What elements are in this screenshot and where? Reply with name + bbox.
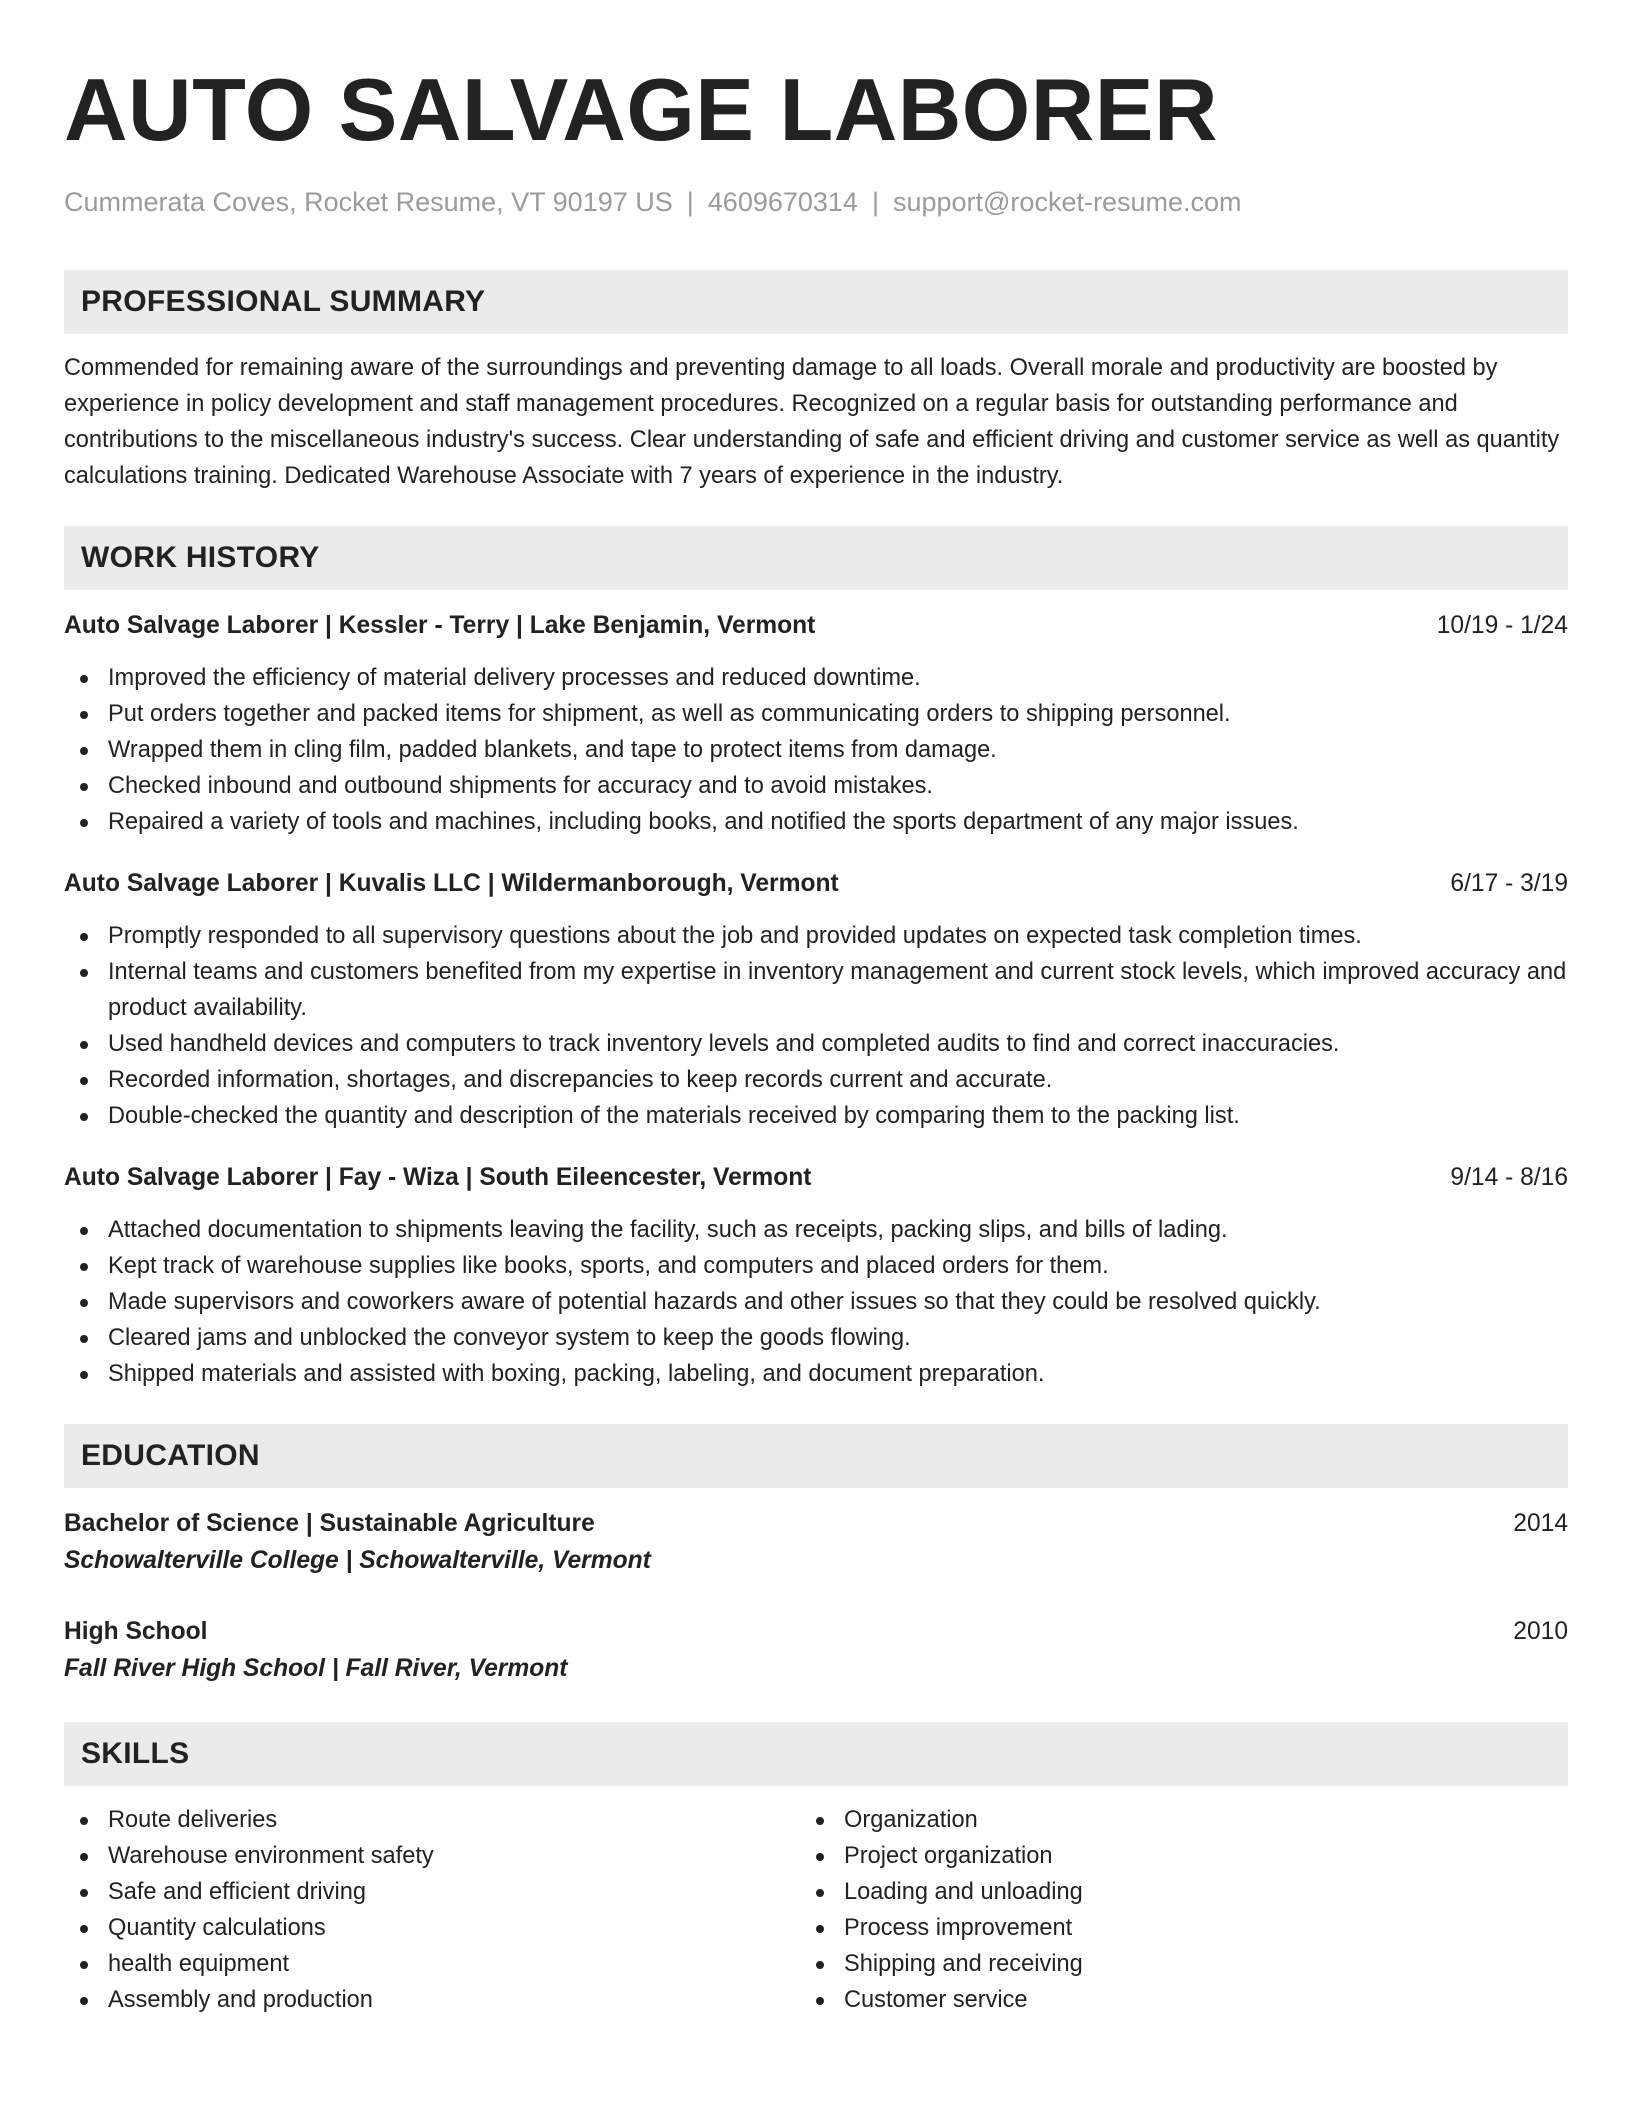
job-bullet: Recorded information, shortages, and discrepancies to keep records current and accurate. (64, 1062, 1568, 1098)
job-entry (64, 608, 1568, 840)
job-bullet: Used handheld devices and computers to track inventory levels and completed audits to find and correct inaccuracies. (64, 1026, 1568, 1062)
job-bullet: Shipped materials and assisted with boxing, packing, labeling, and document preparation. (64, 1356, 1568, 1392)
contact-separator: | (871, 187, 879, 217)
job-entry (64, 1160, 1568, 1392)
job-bullet: Attached documentation to shipments leaving the facility, such as receipts, packing slips, and bills of lading. (64, 1212, 1568, 1248)
job-bullet: Double-checked the quantity and description of the materials received by comparing them to the packing list. (64, 1098, 1568, 1134)
education-school: Schowalterville College | Schowalterville, Vermont (64, 1547, 651, 1574)
skill-item: Shipping and receiving (800, 1946, 1568, 1982)
job-dates: 9/14 - 8/16 (1450, 1164, 1568, 1191)
education-year: 2014 (1513, 1510, 1568, 1537)
job-bullet: Promptly responded to all supervisory questions about the job and provided updates on expected task completion times. (64, 918, 1568, 954)
job-bullet: Wrapped them in cling film, padded blankets, and tape to protect items from damage. (64, 732, 1568, 768)
job-header (64, 608, 1568, 644)
section-header-summary: PROFESSIONAL SUMMARY (64, 270, 1568, 334)
skill-item: Customer service (800, 1982, 1568, 2018)
contact-phone: 4609670314 (707, 187, 858, 217)
skill-item: Project organization (800, 1838, 1568, 1874)
job-bullet: Kept track of warehouse supplies like books, sports, and computers and placed orders for them. (64, 1248, 1568, 1284)
job-dates: 10/19 - 1/24 (1436, 612, 1568, 639)
education-degree: High School (64, 1618, 208, 1645)
job-bullets (64, 660, 1568, 840)
job-bullet: Made supervisors and coworkers aware of potential hazards and other issues so that they could be resolved quickly. (64, 1284, 1568, 1320)
job-bullets (64, 918, 1568, 1134)
job-bullet: Internal teams and customers benefited from my expertise in inventory management and current stock levels, which improved accuracy and product availability. (64, 954, 1568, 1026)
job-bullet: Put orders together and packed items for shipment, as well as communicating orders to shipping personnel. (64, 696, 1568, 732)
contact-address: Cummerata Coves, Rocket Resume, VT 90197 US (64, 187, 673, 217)
education-entry (64, 1506, 1568, 1580)
education-header (64, 1614, 1568, 1650)
resume-name: AUTO SALVAGE LABORER (64, 60, 1219, 159)
job-entry (64, 866, 1568, 1134)
job-title: Auto Salvage Laborer | Fay - Wiza | South Eileencester, Vermont (64, 1164, 812, 1191)
job-bullet: Repaired a variety of tools and machines, including books, and notified the sports department of any major issues. (64, 804, 1568, 840)
job-header (64, 866, 1568, 902)
skills-column-right (800, 1802, 1568, 2018)
education-school: Fall River High School | Fall River, Vermont (64, 1655, 568, 1682)
section-header-skills: SKILLS (64, 1722, 1568, 1786)
job-bullet: Improved the efficiency of material delivery processes and reduced downtime. (64, 660, 1568, 696)
skills-list (64, 1802, 1568, 2018)
skill-item: Route deliveries (64, 1802, 800, 1838)
contact-line (64, 184, 1568, 220)
summary-text: Commended for remaining aware of the surroundings and preventing damage to all loads. Overall morale and productivity are boosted by experience in policy development and staff management procedures. Recognized on a regular basis for outstanding performance and contributions to the miscellaneous industry's success. Clear understanding of safe and efficient driving and customer service as well as quantity calculations training. Dedicated Warehouse Associate with 7 years of experience in the industry. (64, 355, 1560, 489)
skill-item: Safe and efficient driving (64, 1874, 800, 1910)
job-title: Auto Salvage Laborer | Kessler - Terry | Lake Benjamin, Vermont (64, 612, 816, 639)
job-bullets (64, 1212, 1568, 1392)
skill-item: Process improvement (800, 1910, 1568, 1946)
skill-item: Quantity calculations (64, 1910, 800, 1946)
skills-column-left (64, 1802, 800, 2018)
education-header (64, 1506, 1568, 1542)
job-dates: 6/17 - 3/19 (1450, 870, 1568, 897)
section-header-education: EDUCATION (64, 1424, 1568, 1488)
skill-item: health equipment (64, 1946, 800, 1982)
job-header (64, 1160, 1568, 1196)
job-title: Auto Salvage Laborer | Kuvalis LLC | Wildermanborough, Vermont (64, 870, 839, 897)
skill-item: Warehouse environment safety (64, 1838, 800, 1874)
contact-separator: | (686, 187, 694, 217)
job-bullet: Checked inbound and outbound shipments for accuracy and to avoid mistakes. (64, 768, 1568, 804)
job-bullet: Cleared jams and unblocked the conveyor system to keep the goods flowing. (64, 1320, 1568, 1356)
contact-email: support@rocket-resume.com (892, 187, 1242, 217)
section-header-work-history: WORK HISTORY (64, 526, 1568, 590)
education-year: 2010 (1513, 1618, 1568, 1645)
education-entry (64, 1614, 1568, 1688)
education-degree: Bachelor of Science | Sustainable Agriculture (64, 1510, 595, 1537)
skill-item: Loading and unloading (800, 1874, 1568, 1910)
skill-item: Assembly and production (64, 1982, 800, 2018)
skill-item: Organization (800, 1802, 1568, 1838)
